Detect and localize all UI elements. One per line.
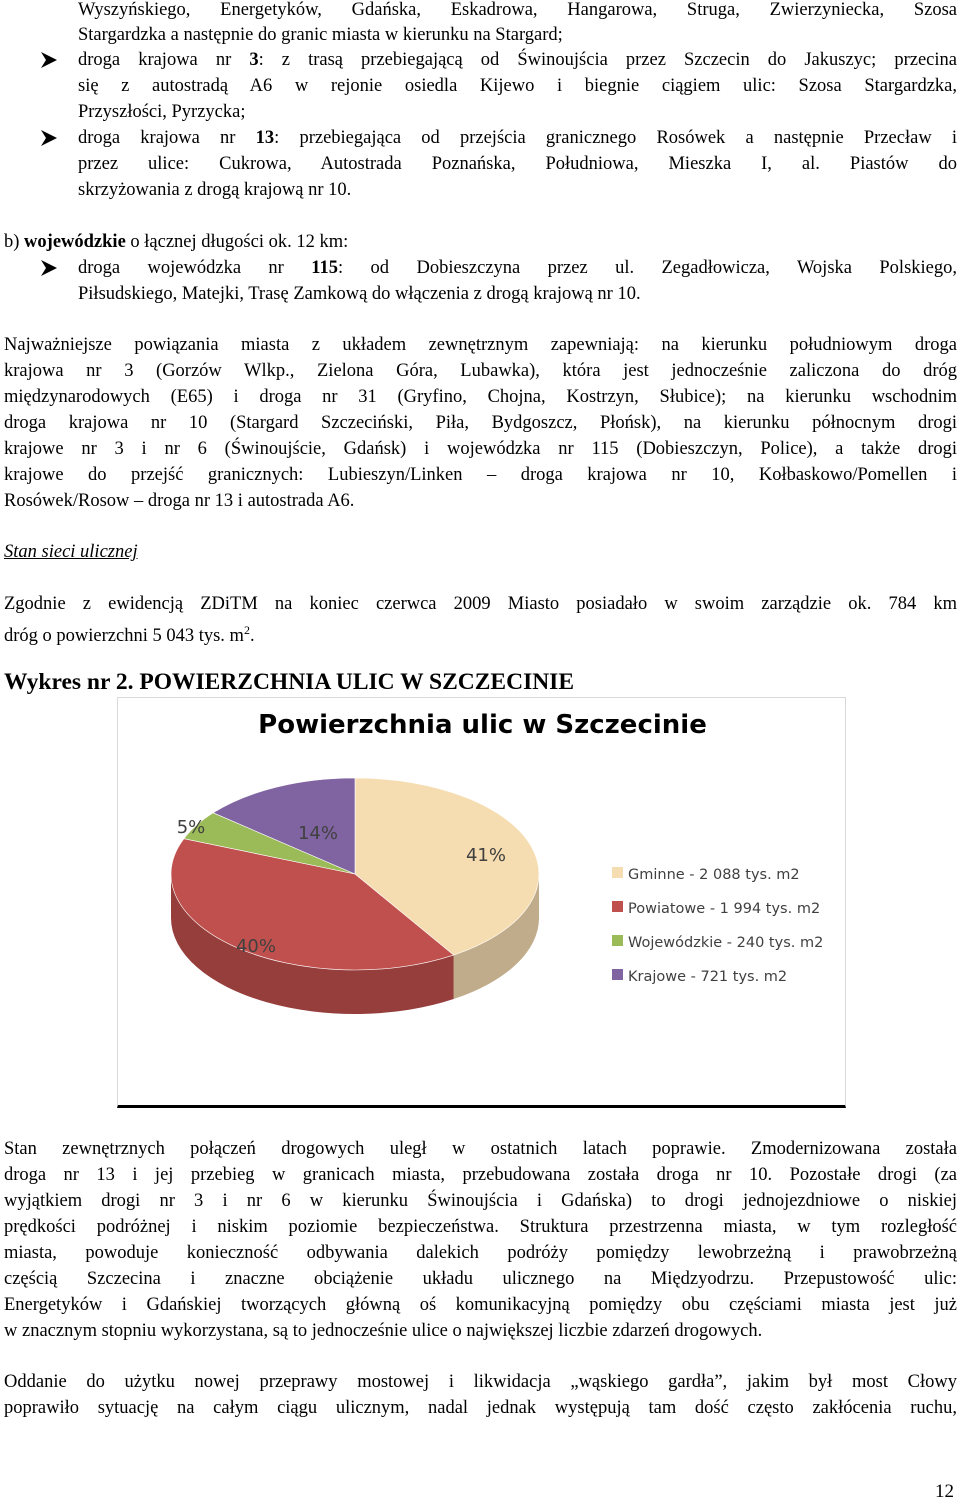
pie-chart-frame (117, 697, 846, 1108)
text-line: przez ulice: Cukrowa, Autostrada Poznańska, Południowa, Mieszka I, al. Piastów do (78, 154, 957, 174)
legend-swatch (612, 969, 623, 980)
pie-slice-label: 14% (297, 823, 339, 844)
pie-slice-label: 41% (465, 845, 507, 866)
text-line: Piłsudskiego, Matejki, Trasę Zamkową do włączenia z drogą krajową nr 10. (78, 284, 641, 304)
legend-swatch (612, 867, 623, 878)
text-line: droga krajowa nr 10 (Stargard Szczeciński, Piła, Bydgoszcz, Płońsk), na kierunku północnym drogi (4, 413, 957, 433)
text-line: droga krajowa nr 13: przebiegająca od przejścia granicznego Rosówek a następnie Przecław i (78, 128, 957, 148)
text-line: Zgodnie z ewidencją ZDiTM na koniec czerwca 2009 Miasto posiadało w swoim zarządzie ok. 784 km (4, 594, 957, 614)
text-line: krajowe nr 3 i nr 6 (Świnoujście, Gdańsk) i wojewódzka nr 115 (Dobieszczyn, Police), a także drogi (4, 439, 957, 459)
legend-entry: Powiatowe - 1 994 tys. m2 (628, 901, 821, 917)
section-heading: Stan sieci ulicznej (4, 542, 138, 562)
pie-slice-label: 40% (235, 936, 277, 957)
text-line: międzynarodowych (E65) i droga nr 31 (Gryfino, Chojna, Kostrzyn, Słubice); na kierunku wschodnim (4, 387, 957, 407)
pie-chart (118, 698, 845, 1104)
arrowhead-bullet-icon (38, 257, 60, 279)
text-line: droga wojewódzka nr 115: od Dobieszczyna przez ul. Zegadłowicza, Wojska Polskiego, (78, 258, 957, 278)
text-line: poprawiło sytuację na całym ciągu ulicznym, nadal jednak występują tam dość często zakłócenia ruchu, (4, 1398, 957, 1418)
subsection-heading: b) wojewódzkie o łącznej długości ok. 12 km: (4, 232, 349, 252)
text-line: Oddanie do użytku nowej przeprawy mostowej i likwidacja „wąskiego gardła”, jakim był most Cłowy (4, 1372, 957, 1392)
text-line: Przyszłości, Pyrzycka; (78, 102, 246, 122)
text-line: krajowa nr 3 (Gorzów Wlkp., Zielona Góra, Lubawka), która jest jednocześnie zaliczona do dróg (4, 361, 957, 381)
page-number: 12 (935, 1481, 954, 1502)
text-line: wyjątkiem drogi nr 3 i nr 6 w kierunku Świnoujścia i Gdańska) to drogi jednojezdniowe o niskiej (4, 1191, 957, 1211)
legend-entry: Gminne - 2 088 tys. m2 (628, 867, 800, 883)
text-line: Najważniejsze powiązania miasta z układem zewnętrznym zapewniają: na kierunku południowym droga (4, 335, 957, 355)
text-line: się z autostradą A6 w rejonie osiedla Kijewo i biegnie ciągiem ulic: Szosa Stargardzka, (78, 76, 957, 96)
legend-swatch (612, 901, 623, 912)
text-line: droga nr 13 i jej przebieg w granicach miasta, przebudowana została droga nr 10. Pozostałe drogi (za (4, 1165, 957, 1185)
text-line: dróg o powierzchni 5 043 tys. $m^2$. (4, 623, 255, 647)
pie-slice-label: 5% (176, 817, 206, 838)
text-line: częścią Szczecina i znaczne obciążenie układu ulicznego na Międzyodrzu. Przepustowość ulic: (4, 1269, 957, 1289)
text-line: Stargardzka a następnie do granic miasta w kierunku na Stargard; (78, 25, 563, 45)
text-line: skrzyżowania z drogą krajową nr 10. (78, 180, 352, 200)
legend-swatch (612, 935, 623, 946)
text-line: Rosówek/Rosow – droga nr 13 i autostrada A6. (4, 491, 355, 511)
text-line: miasta, powoduje konieczność odbywania dalekich podróży pomiędzy lewobrzeżną i prawobrzeżną (4, 1243, 957, 1263)
arrowhead-bullet-icon (38, 127, 60, 149)
arrowhead-bullet-icon (38, 49, 60, 71)
text-line: Energetyków i Gdańskiej tworzących główną oś komunikacyjną pomiędzy obu częściami miasta jest już (4, 1295, 957, 1315)
legend-entry: Wojewódzkie - 240 tys. m2 (628, 935, 824, 951)
chart-title: Powierzchnia ulic w Szczecinie (258, 710, 707, 740)
chart-heading: Wykres nr 2. POWIERZCHNIA ULIC W SZCZECINIE (4, 669, 575, 695)
text-line: Stan zewnętrznych połączeń drogowych uległ w ostatnich latach poprawie. Zmodernizowana została (4, 1139, 957, 1159)
text-line: w znacznym stopniu wykorzystana, są to jednocześnie ulice o największej liczbie zdarzeń drogowych. (4, 1321, 763, 1341)
text-line: droga krajowa nr 3: z trasą przebiegającą od Świnoujścia przez Szczecin do Jakuszyc; przecina (78, 50, 957, 70)
text-line: krajowe do przejść granicznych: Lubieszyn/Linken – droga krajowa nr 10, Kołbaskowo/Pomellen i (4, 465, 957, 485)
text-line: Wyszyńskiego, Energetyków, Gdańska, Eskadrowa, Hangarowa, Struga, Zwierzyniecka, Szosa (78, 0, 957, 20)
legend-entry: Krajowe - 721 tys. m2 (628, 969, 788, 985)
text-line: prędkości podróżnej i niskim poziomie bezpieczeństwa. Struktura przestrzenna miasta, w tym rozległość (4, 1217, 957, 1237)
